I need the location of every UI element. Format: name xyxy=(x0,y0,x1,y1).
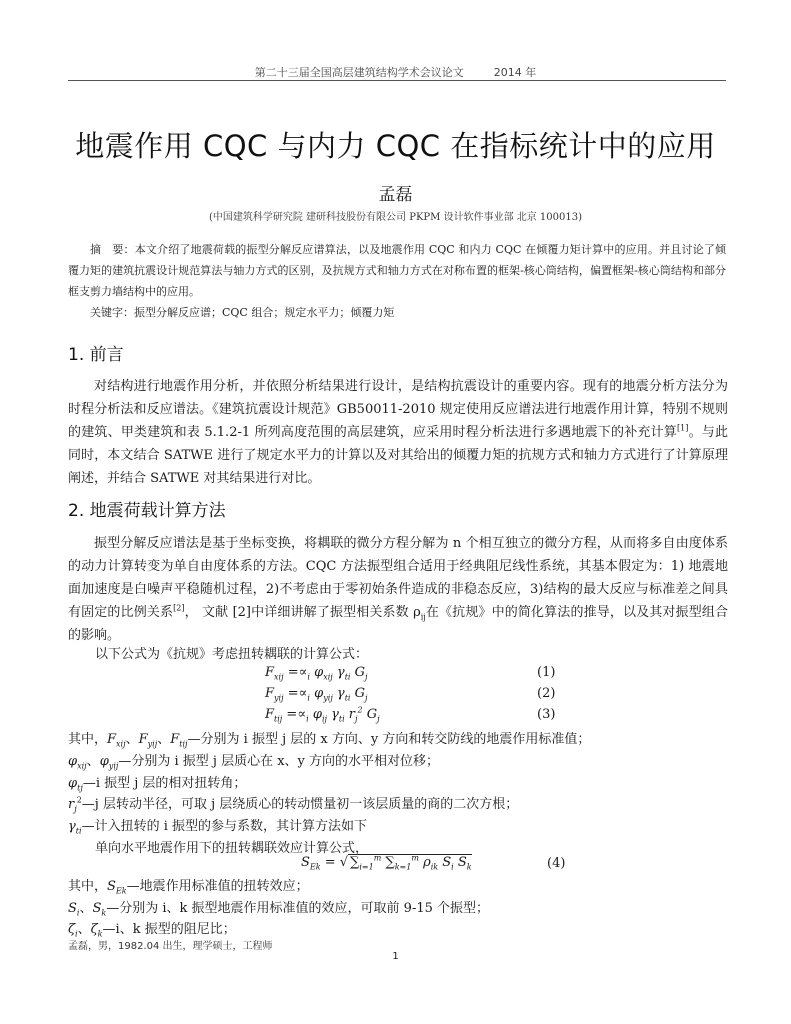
seismic-text-b: ， 文献 [2]中详细讲解了振型相关系数 ρ xyxy=(184,605,421,620)
definition-forces: 其中，$F_{xij}$、$F_{yij}$、$F_{tij}—$分别为 i 振型 j 层的 x 方向、y 方向和转交防线的地震作用标准值； xyxy=(68,732,591,749)
running-header xyxy=(0,64,791,80)
section-intro-paragraph xyxy=(68,375,728,490)
keywords xyxy=(68,304,726,320)
header-year: 2014 年 xyxy=(493,66,537,79)
citation-ref: [2] xyxy=(173,603,185,613)
paper-title: 地震作用 CQC 与内力 CQC 在指标统计中的应用 xyxy=(75,129,716,163)
definition-radius: $r_j^2—j$ 层转动半径，可取 j 层绕质心的转动惯量初一该层质量的商的二次方根； xyxy=(68,795,519,814)
def2-text: —分别为 i 振型 j 层质心在 x、y 方向的水平相对位移； xyxy=(118,754,440,769)
def7-text: —分别为 i、k 振型地震作用标准值的效应，可取前 9-15 个振型； xyxy=(106,901,490,916)
page-number: 1 xyxy=(392,951,399,962)
abstract xyxy=(68,239,726,302)
def5-text: —计入扭转的 i 振型的参与系数，其计算方法如下 xyxy=(81,819,367,834)
abstract-text: 本文介绍了地震荷载的振型分解反应谱算法，以及地震作用 CQC 和内力 CQC 在倾覆力矩计算中的应用。并且讨论了倾覆力矩的建筑抗震设计规范算法与轴力方式的区别，及抗规方式和轴力方式在对称布置的框架-核心筒结构，偏置框架-核心筒结构和部分框支剪力墙结构中的应用。 xyxy=(68,243,727,298)
intro-text-b: 。与此同时，本文结合 SATWE 进行了规定水平力的计算以及对其给出的倾覆力矩的抗规方式和轴力方式进行了计算原理阐述，并结合 SATWE 对其结果进行对比。 xyxy=(68,425,728,486)
equation-number-3: (3) xyxy=(537,707,556,722)
definition-torsion-angle: $\varphi_{tj}—i$ 振型 j 层的相对扭转角； xyxy=(68,776,247,793)
def8-text: —i、k 振型的阻尼比； xyxy=(102,922,236,937)
section-seismic-paragraph xyxy=(68,532,728,647)
def3-text: —i 振型 j 层的相对扭转角； xyxy=(82,776,247,791)
equation-4: $S_{Ek}$ = √ $\sum_{i=1}^m$ $\sum_{k=1}^m$ $\rho_{ik}$ $S_i$ $S_k$ xyxy=(301,853,472,872)
equation-number-2: (2) xyxy=(537,686,556,701)
section-heading-seismic: 2. 地震荷载计算方法 xyxy=(68,501,226,521)
seismic-text-a: 振型分解反应谱法是基于坐标变换，将耦联的微分方程分解为 n 个相互独立的微分方程，从而将多自由度体系的动力计算转变为单自由度体系的方法。CQC 方法振型组合适用于经典阻尼线性系统，其基本假定为：1) 地震地面加速度是白噪声平稳随机过程，2)不考虑由于零初始条件造成的非稳态反应，3)结构的最大反应与标准差之间具有固定的比例关系 xyxy=(68,536,728,620)
def-prefix: 其中， xyxy=(68,732,108,747)
keywords-label: 关键字： xyxy=(90,306,134,319)
rho-subscript: ij xyxy=(420,612,426,622)
equation-1: $F_{xij} =\propto_i$ $\varphi_{xij}$ $\gamma_{ti}$ $G_j$ xyxy=(265,665,368,682)
keywords-text: 振型分解反应谱；CQC 组合；规定水平力；倾覆力矩 xyxy=(134,306,395,319)
equation-number-1: (1) xyxy=(537,665,556,680)
equation-2: $F_{yij} =\propto_i$ $\varphi_{yij}$ $\gamma_{ti}$ $G_j$ xyxy=(265,686,368,703)
definition-participation: $\gamma_{ti}—$计入扭转的 i 振型的参与系数，其计算方法如下 xyxy=(68,819,367,836)
formula-intro: 以下公式为《抗规》考虑扭转耦联的计算公式： xyxy=(95,647,369,662)
def4-text: —j 层转动半径，可取 j 层绕质心的转动惯量初一该层质量的商的二次方根； xyxy=(81,797,519,812)
header-rule xyxy=(68,80,726,81)
definition-displacements: $\varphi_{xij}$、$\varphi_{yij}—$分别为 i 振型 j 层质心在 x、y 方向的水平相对位移； xyxy=(68,754,440,771)
equation-number-4: (4) xyxy=(547,856,566,871)
equation-3: $F_{tij} =\propto_i$ $\varphi_{ij}$ $\gamma_{ti}$ $r_j^2$ $G_j$ xyxy=(265,705,380,724)
author-footnote: 孟磊，男，1982.04 出生，理学硕士，工程师 xyxy=(68,941,273,952)
definition-torsion-effect: 其中，$S_{Ek}—$地震作用标准值的扭转效应； xyxy=(68,879,309,896)
intro-text-a: 对结构进行地震作用分析，并依照分析结果进行设计，是结构抗震设计的重要内容。现有的地震分析方法分为时程分析法和反应谱法。《建筑抗震设计规范》GB50011-2010 规定使用反应谱法进行地震作用计算，特别不规则的建筑、甲类建筑和表 5.1.2-1 所列高度范围的高层建筑，应采用时程分析法进行多遇地震下的补充计算 xyxy=(68,379,728,440)
section-heading-intro: 1. 前言 xyxy=(68,345,124,365)
affiliation: (中国建筑科学研究院 建研科技股份有限公司 PKPM 设计软件事业部 北京 100013) xyxy=(208,212,583,223)
definition-mode-effects: $S_i$、$S_k—$分别为 i、k 振型地震作用标准值的效应，可取前 9-15 个振型； xyxy=(68,901,490,918)
formula-intro-2: 单向水平地震作用下的扭转耦联效应计算公式， xyxy=(95,841,369,856)
definition-damping: $\zeta_i$、$\zeta_k—i$、k 振型的阻尼比； xyxy=(68,922,236,939)
def6-text: —地震作用标准值的扭转效应； xyxy=(126,879,309,894)
def1-text: —分别为 i 振型 j 层的 x 方向、y 方向和转交防线的地震作用标准值； xyxy=(187,732,591,747)
def-prefix: 其中， xyxy=(68,879,108,894)
author-name: 孟磊 xyxy=(378,185,413,205)
seismic-text-c: 在《抗规》中的简化算法的推导，以及其对振型组合的影响。 xyxy=(68,605,728,643)
citation-ref: [1] xyxy=(677,423,689,433)
abstract-label: 摘 要： xyxy=(90,243,135,256)
conference-name: 第二十三届全国高层建筑结构学术会议论文 xyxy=(254,66,464,79)
